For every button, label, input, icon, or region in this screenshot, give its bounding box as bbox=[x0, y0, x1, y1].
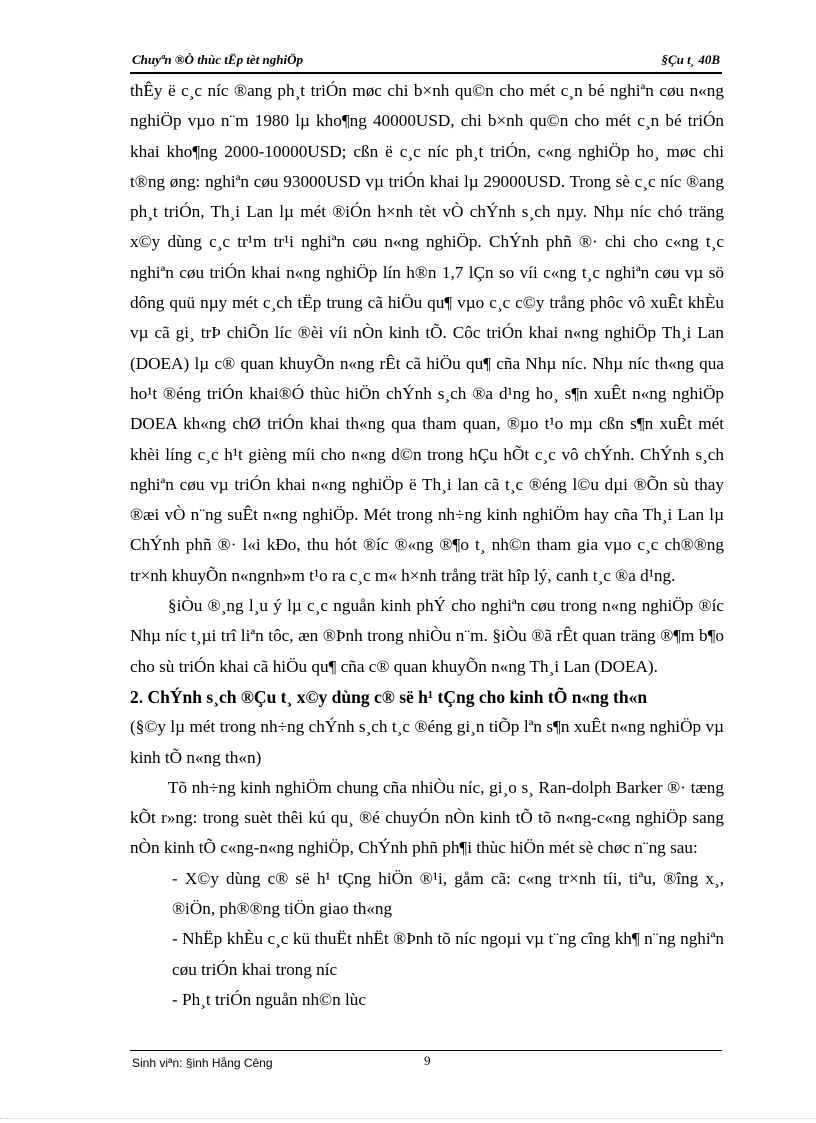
list-item: - X©y dùng c® së h¹ tÇng hiÖn ®¹i, gåm cã: c«ng tr×nh tíi, tiªu, ®îng x¸, ®iÖn, ph®®ng tiÖn giao th«ng bbox=[172, 868, 724, 919]
page-number: 9 bbox=[424, 1053, 431, 1068]
list-item: - NhËp khÈu c¸c kü thuËt nhËt ®Þnh tõ níc ngoµi vµ t¨ng cîng kh¶ n¨ng nghiªn cøu triÓn khai trong níc bbox=[172, 929, 724, 979]
header-class: §Çu t¸ 40B bbox=[661, 52, 720, 67]
paragraph-3: Tõ nh÷ng kinh nghiÖm chung cña nhiÒu níc, gi¸o s¸ Ran-dolph Barker ®· tæng kÕt r»ng: trong suèt thêi kú qu¸ ®é chuyÓn nÒn kinh tÕ tõ n«ng-c«ng nghiÖp sang nÒn kinh tÕ c«ng-n«ng nghiÖp, ChÝnh phñ ph¶i thùc hiÖn mét sè chøc n¨ng sau: bbox=[130, 777, 724, 858]
page-bottom-divider bbox=[0, 1118, 816, 1119]
section-subheading: (§©y lµ mét trong nh÷ng chÝnh s¸ch t¸c ®éng gi¸n tiÕp lªn s¶n xuÊt n«ng nghiÖp vµ kinh tÕ n«ng th«n) bbox=[130, 717, 724, 767]
page-footer bbox=[130, 1050, 722, 1075]
footer-author: Sinh viªn: §inh Hång Cêng bbox=[132, 1056, 273, 1070]
paragraph-1: thÊy ë c¸c níc ®ang ph¸t triÓn møc chi b×nh qu©n cho mét c¸n bé nghiªn cøu n«ng nghiÖp vµo n¨m 1980 lµ kho¶ng 40000USD, chi b×nh qu©n cho mét c¸n bé triÓn khai kho¶ng 2000-10000USD; cßn ë c¸c níc ph¸t triÓn, c«ng nghiÖp ho¸ møc chi t®ng øng: nghiªn cøu 93000USD vµ triÓn khai lµ 29000USD. Trong sè c¸c níc ®ang ph¸t triÓn, Th¸i Lan lµ mét ®iÓn h×nh tèt vÒ chÝnh s¸ch nµy. Nhµ níc chó träng x©y dùng c¸c tr¹m tr¹i nghiªn cøu n«ng nghiÖp. ChÝnh phñ ®· chi cho c«ng t¸c nghiªn cøu triÓn khai n«ng nghiÖp lín h®n 1,7 lÇn so víi c«ng t¸c nghiªn cøu vµ sö dông quü nµy mét c¸ch tËp trung cã hiÖu qu¶ vµo c¸c c©y trång phôc vô xuÊt khÈu vµ cã gi¸ trÞ chiÕn líc ®èi víi nÒn kinh tÕ. Côc triÓn khai n«ng nghiÖp Th¸i Lan (DOEA) lµ c® quan khuyÕn n«ng rÊt cã hiÖu qu¶ cña Nhµ níc. Nhµ níc th«ng qua ho¹t ®éng triÓn khai®Ó thùc hiÖn chÝnh s¸ch ®a d¹ng ho¸ s¶n xuÊt n«ng nghiÖp DOEA kh«ng chØ triÓn khai th«ng qua tham quan, ®µo t¹o mµ cßn s¶n xuÊt mét khèi líng c¸c h¹t gièng míi cho n«ng d©n trong hÇu hÕt c¸c vô chÝnh. ChÝnh s¸ch nghiªn cøu vµ triÓn khai n«ng nghiÖp ë Th¸i lan cã t¸c ®éng l©u dµi ®Õn sù thay ®æi vÒ n¨ng suÊt n«ng nghiÖp. Mét trong nh÷ng kinh nghiÖm hay cña Th¸i Lan lµ ChÝnh phñ ®· l«i kÐo, thu hót ®íc ®«ng ®¶o t¸ nh©n tham gia vµo c¸c ch®®ng tr×nh khuyÕn n«ngnh»m t¹o ra c¸c m« h×nh trång trät hîp lý, canh t¸c ®a d¹ng. bbox=[130, 81, 724, 585]
section-heading: 2. ChÝnh s¸ch ®Çu t¸ x©y dùng c® së h¹ tÇng cho kinh tÕ n«ng th«n bbox=[130, 686, 648, 707]
page-header bbox=[130, 52, 722, 74]
header-title: Chuyªn ®Ò thùc tËp tèt nghiÖp bbox=[132, 52, 304, 67]
paragraph-2: §iÒu ®¸ng l¸u ý lµ c¸c nguån kinh phÝ cho nghiªn cøu trong n«ng nghiÖp ®íc Nhµ níc t¸µi trî liªn tôc, æn ®Þnh trong nhiÒu n¨m. §iÒu ®ã rÊt quan träng ®¶m b¶o cho sù triÓn khai cã hiÖu qu¶ cña c® quan khuyÕn n«ng Th¸i Lan (DOEA). bbox=[130, 596, 724, 676]
list-item: - Ph¸t triÓn nguån nh©n lùc bbox=[172, 989, 366, 1009]
document-body bbox=[130, 76, 724, 1015]
